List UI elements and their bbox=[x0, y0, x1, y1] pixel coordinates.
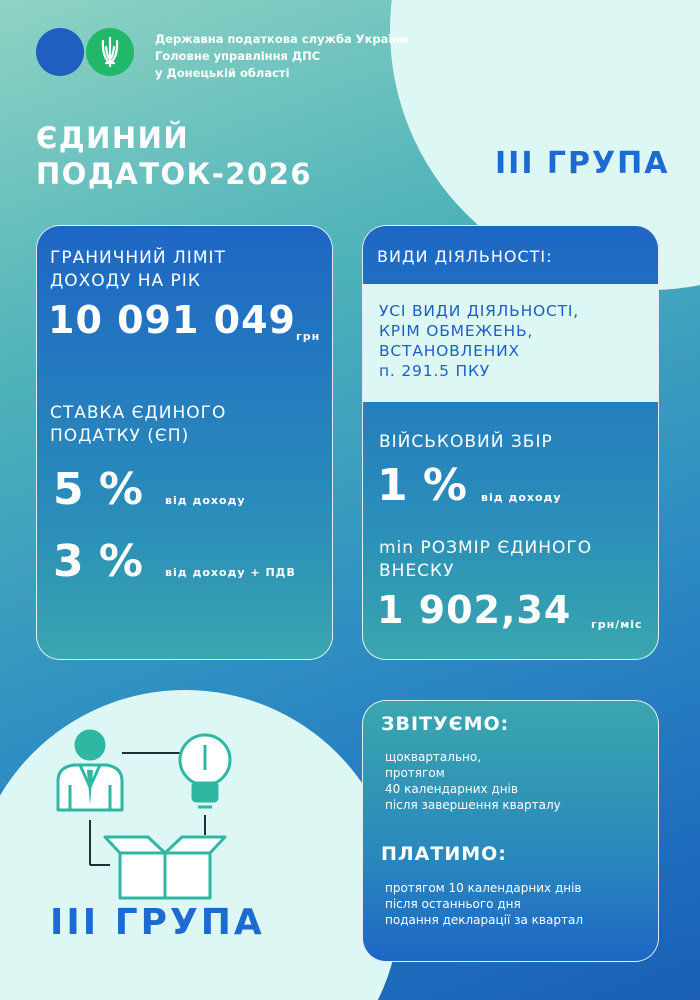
page-title bbox=[36, 120, 312, 192]
rate-label-1: СТАВКА ЄДИНОГО bbox=[50, 403, 227, 423]
limit-value: 10 091 049 bbox=[48, 298, 296, 342]
org-line-1: Державна податкова служба України bbox=[155, 32, 409, 46]
circle-logo-icon bbox=[36, 28, 84, 76]
min-unit: грн/міс bbox=[591, 618, 643, 631]
report-line-3: 40 календарних днів bbox=[385, 782, 518, 796]
org-line-2: Головне управління ДПС bbox=[155, 49, 321, 63]
activities-line-1: УСІ ВИДИ ДІЯЛЬНОСТІ, bbox=[379, 302, 580, 320]
pay-title: ПЛАТИМО: bbox=[381, 843, 507, 865]
rate-1-value: 5 % bbox=[53, 464, 144, 515]
activities-header bbox=[363, 226, 658, 284]
logos bbox=[36, 28, 134, 76]
pay-line-2: після останнього дня bbox=[385, 897, 521, 911]
title-line-1: ЄДИНИЙ bbox=[36, 121, 190, 155]
report-line-4: після завершення кварталу bbox=[385, 798, 561, 812]
report-line-1: щоквартально, bbox=[385, 750, 482, 764]
lightbulb-icon bbox=[180, 735, 230, 807]
military-value: 1 % bbox=[377, 460, 468, 511]
military-note: від доходу bbox=[481, 491, 562, 504]
military-label: ВІЙСЬКОВИЙ ЗБІР bbox=[379, 432, 553, 452]
limit-unit: грн bbox=[296, 330, 321, 343]
org-line-3: у Донецькій області bbox=[155, 66, 290, 80]
group-label-bottom: ІІІ ГРУПА bbox=[50, 902, 265, 943]
rate-2-note: від доходу + ПДВ bbox=[165, 566, 296, 579]
businessman-icon bbox=[58, 731, 122, 810]
min-value: 1 902,34 bbox=[377, 588, 572, 632]
pay-line-1: протягом 10 календарних днів bbox=[385, 881, 582, 895]
illustration bbox=[40, 725, 240, 904]
limit-label-1: ГРАНИЧНИЙ ЛІМІТ bbox=[50, 248, 226, 268]
activities-box bbox=[363, 284, 658, 402]
box-icon bbox=[105, 837, 225, 898]
activities-panel bbox=[362, 225, 659, 660]
min-label-1: min РОЗМІР ЄДИНОГО bbox=[379, 538, 593, 558]
rate-1-note: від доходу bbox=[165, 494, 246, 507]
activities-title: ВИДИ ДІЯЛЬНОСТІ: bbox=[377, 247, 553, 266]
report-title: ЗВІТУЄМО: bbox=[381, 713, 510, 735]
trident-emblem-icon bbox=[86, 28, 134, 76]
rate-label-2: ПОДАТКУ (ЄП) bbox=[50, 426, 190, 446]
min-label-2: ВНЕСКУ bbox=[379, 561, 455, 581]
activities-line-2: КРІМ ОБМЕЖЕНЬ, bbox=[379, 322, 534, 340]
group-heading: ІІІ ГРУПА bbox=[495, 146, 670, 181]
organization-name bbox=[155, 31, 408, 82]
activities-line-4: п. 291.5 ПКУ bbox=[379, 362, 490, 380]
limit-label-2: ДОХОДУ НА РІК bbox=[50, 271, 201, 291]
title-line-2: ПОДАТОК-2026 bbox=[36, 157, 313, 191]
report-line-2: протягом bbox=[385, 766, 445, 780]
rate-2-value: 3 % bbox=[53, 536, 144, 587]
activities-line-3: ВСТАНОВЛЕНИХ bbox=[379, 342, 520, 360]
report-pay-panel bbox=[362, 700, 659, 962]
limits-rates-panel bbox=[36, 225, 333, 660]
pay-line-3: подання декларації за квартал bbox=[385, 913, 583, 927]
